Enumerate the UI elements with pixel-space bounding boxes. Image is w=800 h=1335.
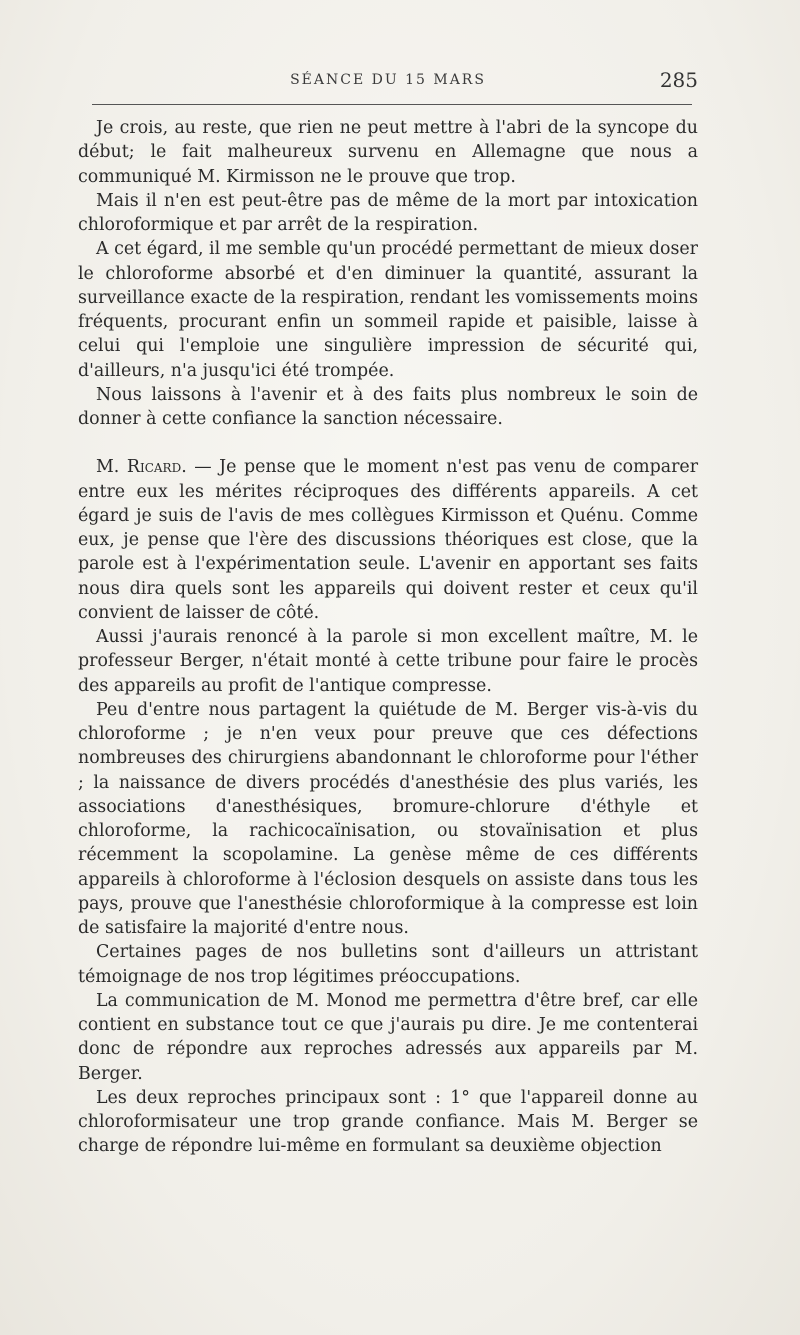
speaker-prefix: M. (96, 457, 120, 478)
running-head: SÉANCE DU 15 MARS (290, 72, 486, 88)
paragraph: Certaines pages de nos bulletins sont d'ailleurs un attristant témoignage de nos trop légitimes préoccupations. (78, 942, 698, 987)
paragraph: La communication de M. Monod me permettra d'être bref, car elle contient en substance tout ce que j'aurais pu dire. Je me contenterai donc de répondre aux reproches adressés aux appareils par M. Berger. (78, 990, 698, 1084)
header-rule (92, 104, 692, 105)
paragraph: Peu d'entre nous partagent la quiétude de M. Berger vis-à-vis du chloroforme ; je n'en veux pour preuve que ces défections nombreuses des chirurgiens abandonnant le chloroforme pour l'éther ; la naissance de divers procédés d'anesthésie des plus variés, les associations d'anesthésiques, bromure-chlorure d'éthyle et chloroforme, la rachicocaïnisation, ou stovaïnisation et plus récemment la scopolamine. La genèse même de ces différents appareils à chloroforme à l'éclosion desquels on assiste dans tous les pays, prouve que l'anesthésie chloroformique à la compresse est loin de satisfaire la majorité d'entre nous. (78, 699, 698, 938)
paragraph: Je crois, au reste, que rien ne peut mettre à l'abri de la syncope du début; le fait malheureux survenu en Allemagne que nous a communiqué M. Kirmisson ne le prouve que trop. (78, 118, 698, 187)
paragraph: Mais il n'en est peut-être pas de même de la mort par intoxication chloroformique et par arrêt de la respiration. (78, 190, 698, 235)
page-number: 285 (659, 68, 698, 92)
paragraph: Aussi j'aurais renoncé à la parole si mon excellent maître, M. le professeur Berger, n'était monté à cette tribune pour faire le procès des appareils au profit de l'antique compresse. (78, 627, 698, 696)
paragraph: Nous laissons à l'avenir et à des faits plus nombreux le soin de donner à cette confiance la sanction nécessaire. (78, 384, 698, 429)
body-text (78, 116, 698, 1159)
paragraph: A cet égard, il me semble qu'un procédé permettant de mieux doser le chloroforme absorbé et d'en diminuer la quantité, assurant la surveillance exacte de la respiration, rendant les vomissements moins fréquents, procurant enfin un sommeil rapide et paisible, laisse à celui qui l'emploie une singulière impression de sécurité qui, d'ailleurs, n'a jusqu'ici été trompée. (78, 239, 698, 381)
paragraph: Les deux reproches principaux sont : 1° que l'appareil donne au chloroformisateur une trop grande confiance. Mais M. Berger se charge de répondre lui-même en formulant sa deuxième objection (78, 1087, 698, 1157)
speaker-paragraph (78, 455, 698, 625)
page-header (78, 68, 698, 98)
speaker-text: — Je pense que le moment n'est pas venu de comparer entre eux les mérites réciproques des différents appareils. A cet égard je suis de l'avis de mes collègues Kirmisson et Quénu. Comme eux, je pense que l'ère des discussions théoriques est close, que la parole est à l'expérimentation seule. L'avenir en apportant ses faits nous dira quels sont les appareils qui doivent rester et ceux qu'il convient de laisser de côté. (78, 457, 699, 623)
speaker-name: Ricard. (126, 457, 187, 478)
